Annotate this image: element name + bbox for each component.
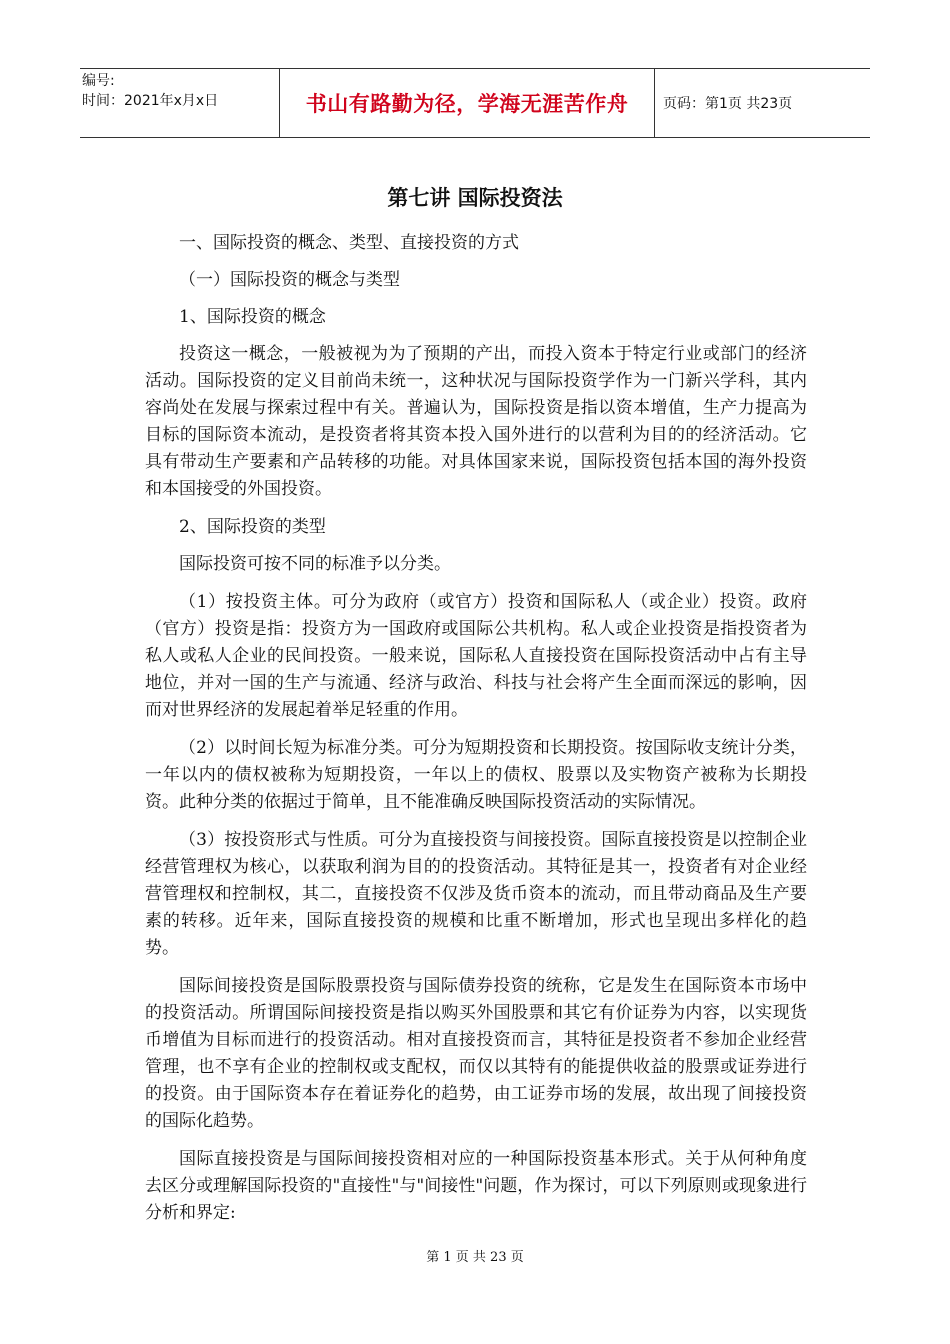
page-header [80,68,870,138]
body-paragraph: 国际投资可按不同的标准予以分类。 [179,554,451,574]
section-heading: 一、国际投资的概念、类型、直接投资的方式 [179,233,519,253]
header-meta [80,69,280,137]
subsection-heading: （一）国际投资的概念与类型 [179,270,400,290]
subsection-heading: 2、国际投资的类型 [179,517,326,537]
header-page-number: 页码：第1页 共23页 [663,96,793,112]
body-paragraph: （1）按投资主体。可分为政府（或官方）投资和国际私人（或企业）投资。政府（官方）投资是指：投资方为一国政府或国际公共机构。私人或企业投资是指投资者为私人或私人企业的民间投资。一般来说，国际私人直接投资在国际投资活动中占有主导地位，并对一国的生产与流通、经济与政治、科技与社会将产生全面而深远的影响，因而对世界经济的发展起着举足轻重的作用。 [145,592,807,720]
body-paragraph: （3）按投资形式与性质。可分为直接投资与间接投资。国际直接投资是以控制企业经营管理权为核心，以获取利润为目的的投资活动。其特征是其一，投资者有对企业经营管理权和控制权，其二，直接投资不仅涉及货币资本的流动，而且带动商品及生产要素的转移。近年来，国际直接投资的规模和比重不断增加，形式也呈现出多样化的趋势。 [145,830,807,958]
body-paragraph: 国际直接投资是与国际间接投资相对应的一种国际投资基本形式。关于从何种角度去区分或理解国际投资的"直接性"与"间接性"问题，作为探讨，可以下列原则或现象进行分析和界定: [145,1149,807,1223]
header-motto: 书山有路勤为径，学海无涯苦作舟 [280,69,655,137]
document-number-label: 编号: [82,73,115,89]
body-paragraph: 投资这一概念，一般被视为为了预期的产出，而投入资本于特定行业或部门的经济活动。国际投资的定义目前尚未统一，这种状况与国际投资学作为一门新兴学科，其内容尚处在发展与探索过程中有关。普遍认为，国际投资是指以资本增值，生产力提高为目标的国际资本流动，是投资者将其资本投入国外进行的以营利为目的的经济活动。它具有带动生产要素和产品转移的功能。对具体国家来说，国际投资包括本国的海外投资和本国接受的外国投资。 [145,344,807,499]
page-footer: 第 1 页 共 23 页 [426,1250,524,1265]
document-title: 第七讲 国际投资法 [387,186,563,210]
body-paragraph: 国际间接投资是国际股票投资与国际债券投资的统称，它是发生在国际资本市场中的投资活动。所谓国际间接投资是指以购买外国股票和其它有价证券为内容，以实现货币增值为目标而进行的投资活动。相对直接投资而言，其特征是投资者不参加企业经营管理，也不享有企业的控制权或支配权，而仅以其特有的能提供收益的股票或证券进行的投资。由于国际资本存在着证券化的趋势，由工证券市场的发展，故出现了间接投资的国际化趋势。 [145,976,807,1131]
document-body [145,230,807,1238]
document-time-label: 时间：2021年x月x日 [82,93,219,109]
subsection-heading: 1、国际投资的概念 [179,307,326,327]
body-paragraph: （2）以时间长短为标准分类。可分为短期投资和长期投资。按国际收支统计分类，一年以内的债权被称为短期投资，一年以上的债权、股票以及实物资产被称为长期投资。此种分类的依据过于简单，且不能准确反映国际投资活动的实际情况。 [145,738,807,812]
